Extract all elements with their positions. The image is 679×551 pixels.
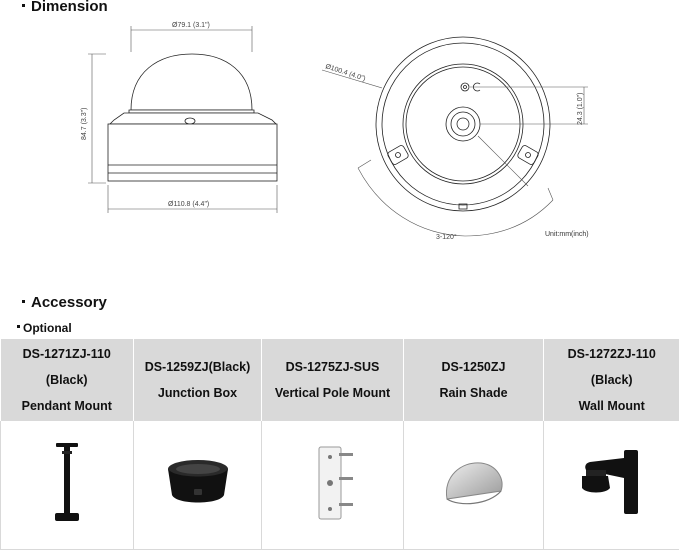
accessory-name-cell: [134, 339, 262, 421]
unit-label: Unit:mm(inch): [545, 231, 589, 238]
dome-width-label: Ø79.1 (3.1"): [172, 22, 210, 29]
accessory-image-cell: [544, 421, 679, 550]
accessory-image-row: [1, 421, 679, 550]
accessory-name-cell: [544, 339, 679, 421]
optional-heading-text: Optional: [23, 321, 72, 335]
model-label: DS-1272ZJ-110: [567, 347, 656, 361]
model-label: DS-1275ZJ-SUS: [285, 360, 380, 374]
rain-shade-icon: [439, 455, 509, 511]
type-label: Vertical Pole Mount: [274, 386, 391, 400]
pole-mount-icon: [309, 443, 357, 523]
model-label: DS-1250ZJ: [441, 360, 506, 374]
accessory-image-cell: [262, 421, 404, 550]
accessory-name-cell: [262, 339, 404, 421]
bullet-icon: [17, 325, 20, 328]
accessory-image-cell: [134, 421, 262, 550]
base-width-label: Ø110.8 (4.4"): [168, 201, 210, 208]
bullet-icon: [22, 300, 25, 303]
type-label: Rain Shade: [439, 386, 508, 400]
accessory-header-row: [1, 339, 679, 421]
mount-diameter-label: Ø100.4 (4.0"): [324, 63, 367, 83]
optional-heading: [17, 321, 72, 335]
side-view: [88, 26, 277, 213]
accessory-name-cell: [1, 339, 134, 421]
accessory-image-cell: [404, 421, 544, 550]
accessory-image-cell: [1, 421, 134, 550]
model-label: DS-1259ZJ(Black): [144, 360, 251, 374]
dimension-heading-text: Dimension: [31, 0, 108, 15]
top-view: [322, 37, 588, 236]
color-label: (Black): [45, 373, 88, 387]
wall-mount-icon: [572, 448, 652, 518]
offset-label: 24.3 (1.0"): [577, 92, 584, 125]
accessory-heading: [22, 294, 107, 311]
height-label: 84.7 (3.3"): [81, 107, 88, 140]
type-label: Junction Box: [157, 386, 238, 400]
accessory-name-cell: [404, 339, 544, 421]
type-label: Wall Mount: [578, 399, 645, 413]
color-label: (Black): [590, 373, 633, 387]
accessory-table: [0, 339, 679, 550]
accessory-heading-text: Accessory: [31, 294, 107, 311]
angle-label: 3-120°: [436, 234, 457, 241]
junction-box-icon: [162, 455, 234, 511]
model-label: DS-1271ZJ-110: [22, 347, 111, 361]
pendant-mount-icon: [52, 441, 82, 525]
type-label: Pendant Mount: [21, 399, 112, 413]
